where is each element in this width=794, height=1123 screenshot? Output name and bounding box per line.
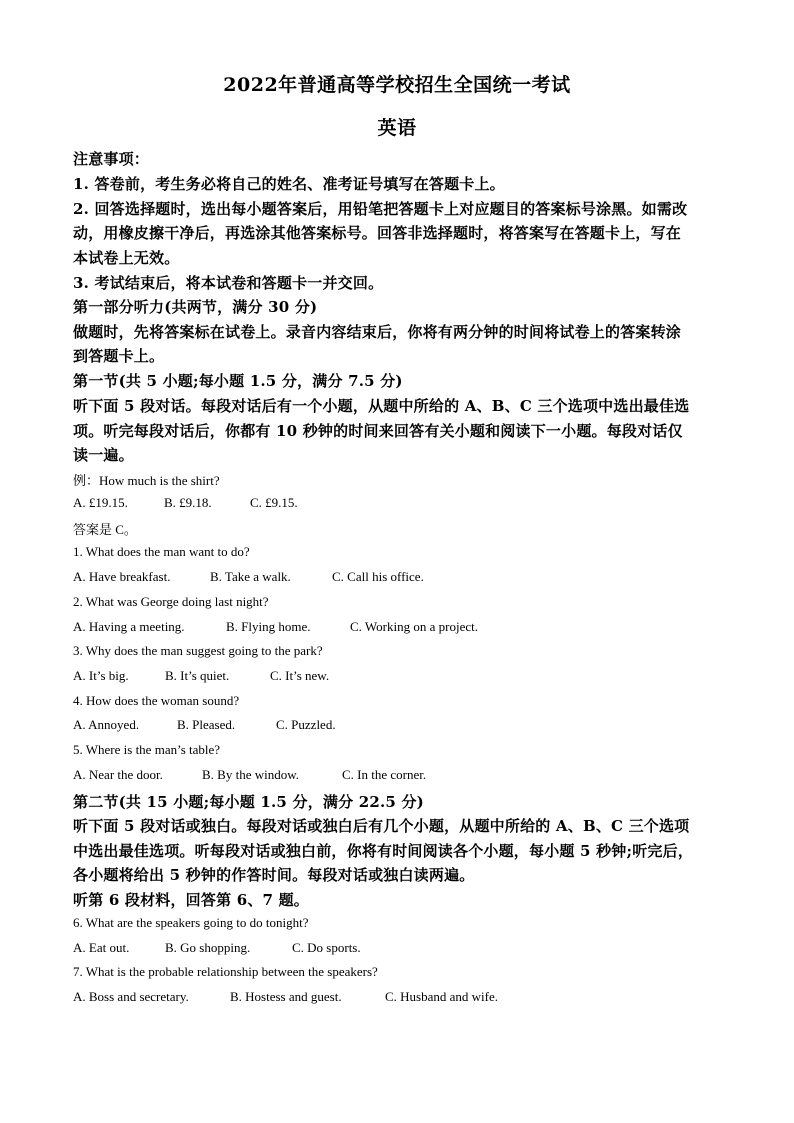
option-c: C. £9.15. xyxy=(250,495,298,510)
question-5: 5. Where is the man’s table? xyxy=(73,742,221,757)
option-b: B. It’s quiet. xyxy=(165,668,230,683)
section1-intro-line-2: 项。听完每段对话后，你都有 10 秒钟的时间来回答有关小题和阅读下一小题。每段对话仅 xyxy=(73,422,683,440)
section1-heading: 第一节(共 5 小题;每小题 1.5 分，满分 7.5 分) xyxy=(73,372,403,390)
question-2: 2. What was George doing last night? xyxy=(73,594,269,609)
section1-intro-line-1: 听下面 5 段对话。每段对话后有一个小题，从题中所给的 A、B、C 三个选项中选出最佳选 xyxy=(73,397,690,415)
question-4: 4. How does the woman sound? xyxy=(73,693,240,708)
option-c: C. Husband and wife. xyxy=(385,989,499,1004)
notice-item-2-line-1: 2. 回答选择题时，选出每小题答案后，用铅笔把答题卡上对应题目的答案标号涂黑。如需改 xyxy=(73,200,688,218)
example-answer: 答案是 C。 xyxy=(73,522,137,537)
option-c: C. It’s new. xyxy=(270,668,330,683)
option-b: B. Take a walk. xyxy=(210,569,291,584)
notice-item-2-line-2: 动，用橡皮擦干净后，再选涂其他答案标号。回答非选择题时，将答案写在答题卡上，写在 xyxy=(73,224,682,242)
option-b: B. £9.18. xyxy=(164,495,212,510)
question-3: 3. Why does the man suggest going to the park? xyxy=(73,643,323,658)
section2-intro-line-1: 听下面 5 段对话或独白。每段对话或独白后有几个小题，从题中所给的 A、B、C 三个选项 xyxy=(73,817,690,835)
notice-item-1: 1. 答卷前，考生务必将自己的姓名、准考证号填写在答题卡上。 xyxy=(73,175,505,193)
option-c: C. In the corner. xyxy=(342,767,427,782)
option-a: A. Have breakfast. xyxy=(73,569,171,584)
question-6: 6. What are the speakers going to do tonight? xyxy=(73,915,309,930)
option-a: A. Having a meeting. xyxy=(73,619,185,634)
option-a: A. Near the door. xyxy=(73,767,163,782)
option-a: A. It’s big. xyxy=(73,668,129,683)
option-b: B. Pleased. xyxy=(177,717,236,732)
option-b: B. Flying home. xyxy=(226,619,311,634)
option-c: C. Call his office. xyxy=(332,569,424,584)
subject-title: 英语 xyxy=(377,117,417,139)
section1-intro-line-3: 读一遍。 xyxy=(73,446,134,464)
question-1: 1. What does the man want to do? xyxy=(73,544,250,559)
option-c: C. Puzzled. xyxy=(276,717,336,732)
section2-intro-line-3: 各小题将给出 5 秒钟的作答时间。每段对话或独白读两遍。 xyxy=(73,866,475,884)
section2-material-heading: 听第 6 段材料，回答第 6、7 题。 xyxy=(73,891,310,909)
section2-intro-line-2: 中选出最佳选项。听每段对话或独白前，你将有时间阅读各个小题，每小题 5 秒钟;听完后， xyxy=(73,842,694,860)
part1-intro-line-1: 做题时，先将答案标在试卷上。录音内容结束后，你将有两分钟的时间将试卷上的答案转涂 xyxy=(73,323,682,341)
question-7: 7. What is the probable relationship between the speakers? xyxy=(73,964,378,979)
notice-heading: 注意事项： xyxy=(73,150,150,168)
option-c: C. Do sports. xyxy=(292,940,361,955)
section2-heading: 第二节(共 15 小题;每小题 1.5 分，满分 22.5 分) xyxy=(73,793,424,811)
part1-intro-line-2: 到答题卡上。 xyxy=(73,347,165,365)
option-c: C. Working on a project. xyxy=(350,619,478,634)
option-a: A. Eat out. xyxy=(73,940,130,955)
notice-item-2-line-3: 本试卷上无效。 xyxy=(73,249,180,267)
example-question: 例：How much is the shirt? xyxy=(73,473,220,488)
exam-title: 2022年普通高等学校招生全国统一考试 xyxy=(223,74,571,96)
notice-item-3: 3. 考试结束后，将本试卷和答题卡一并交回。 xyxy=(73,274,384,292)
option-b: B. By the window. xyxy=(202,767,300,782)
option-b: B. Go shopping. xyxy=(165,940,251,955)
option-a: A. £19.15. xyxy=(73,495,128,510)
part1-heading: 第一部分听力(共两节，满分 30 分) xyxy=(73,298,318,316)
option-b: B. Hostess and guest. xyxy=(230,989,342,1004)
option-a: A. Annoyed. xyxy=(73,717,140,732)
option-a: A. Boss and secretary. xyxy=(73,989,189,1004)
